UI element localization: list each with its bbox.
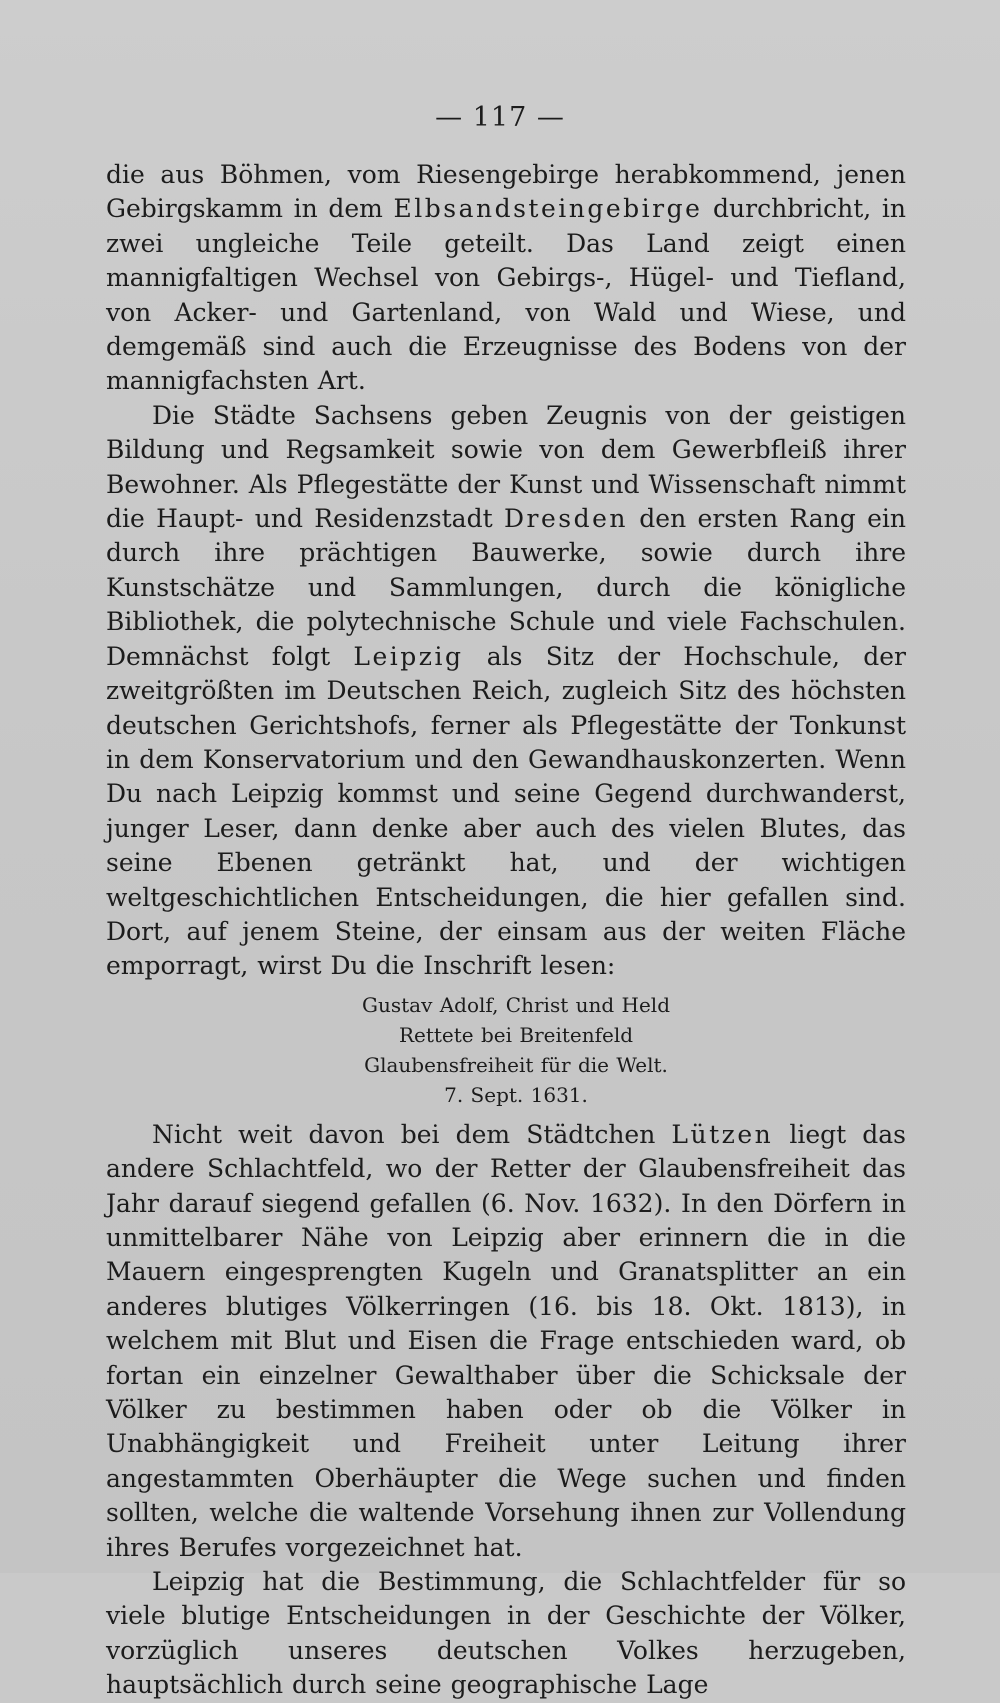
- paragraph-1: [106, 158, 906, 399]
- paragraph-1-text-a: die aus Böhmen, vom Riesengebirge herabkommend, jenen Gebirgskamm in dem: [106, 160, 906, 224]
- inscription-block: [106, 990, 906, 1110]
- inscription-date: 7. Sept. 1631.: [444, 1082, 588, 1107]
- inscription-line: Glaubensfreiheit für die Welt.: [364, 1052, 668, 1077]
- paragraph-3-text-a: Nicht weit davon bei dem Städtchen: [152, 1119, 672, 1149]
- page-number: — 117 —: [435, 102, 565, 133]
- inscription-line: Gustav Adolf, Christ und Held: [361, 992, 671, 1017]
- body-text: [106, 158, 906, 1703]
- paragraph-2-text-a: Die Städte Sachsens geben Zeugnis von der geistigen Bildung und Regsamkeit sowie von dem Gewerbfleiß ihrer Bewohner. Als Pflegestätte der Kunst und Wissenschaft nimmt die Haupt- und Residenzstadt: [106, 400, 906, 534]
- paragraph-2: [106, 399, 906, 984]
- emphasis-elbsandsteingebirge: Elbsandsteingebirge: [393, 194, 703, 224]
- paragraph-3-text-b: liegt das andere Schlachtfeld, wo der Retter der Glaubensfreiheit das Jahr darauf siegend gefallen (6. Nov. 1632). In den Dörfern in unmittelbarer Nähe von Leipzig aber erinnern die in die Mauern eingesprengten Kugeln und Granatsplitter an ein anderes blutiges Völkerringen (16. bis 18. Okt. 1813), in welchem mit Blut und Eisen die Frage entschieden ward, ob fortan ein einzelner Gewalthaber über die Schicksale der Völker zu bestimmen haben oder ob die Völker in Unabhängigkeit und Freiheit unter Leitung ihrer angestammten Oberhäupter die Wege suchen und finden sollten, welche die waltende Vorsehung ihnen zur Vollendung ihres Berufes vorgezeichnet hat.: [106, 1119, 907, 1562]
- paragraph-2-text-c: als Sitz der Hochschule, der zweitgrößten im Deutschen Reich, zugleich Sitz des höchsten deutschen Gerichtshofs, ferner als Pflegestätte der Tonkunst in dem Konservatorium und den Gewandhauskonzerten. Wenn Du nach Leipzig kommst und seine Gegend durchwanderst, junger Leser, dann denke aber auch des vielen Blutes, das seine Ebenen getränkt hat, und der wichtigen weltgeschichtlichen Entscheidungen, die hier gefallen sind. Dort, auf jenem Steine, der einsam aus der weiten Fläche emporragt, wirst Du die Inschrift lesen:: [106, 641, 907, 981]
- emphasis-dresden: Dresden: [503, 504, 628, 534]
- inscription-line: Rettete bei Breitenfeld: [398, 1022, 634, 1047]
- paragraph-3: [106, 1118, 906, 1565]
- paragraph-2-text-b: den ersten Rang ein durch ihre prächtigen Bauwerke, sowie durch ihre Kunstschätze und Sammlungen, durch die königliche Bibliothek, die polytechnische Schule und viele Fachschulen. Demnächst folgt: [106, 504, 906, 671]
- paragraph-1-text-b: durchbricht, in zwei ungleiche Teile geteilt. Das Land zeigt einen mannigfaltigen Wechsel von Gebirgs-, Hügel- und Tiefland, von Acker- und Gartenland, von Wald und Wiese, und demgemäß sind auch die Erzeugnisse des Bodens von der mannigfachsten Art.: [106, 194, 906, 396]
- emphasis-luetzen: Lützen: [671, 1119, 774, 1149]
- emphasis-leipzig: Leipzig: [353, 641, 464, 671]
- paragraph-4: Leipzig hat die Bestimmung, die Schlachtfelder für so viele blutige Entscheidungen in der Geschichte der Völker, vorzüglich unseres deutschen Volkes herzugeben, hauptsächlich durch seine geographische Lage: [106, 1567, 906, 1700]
